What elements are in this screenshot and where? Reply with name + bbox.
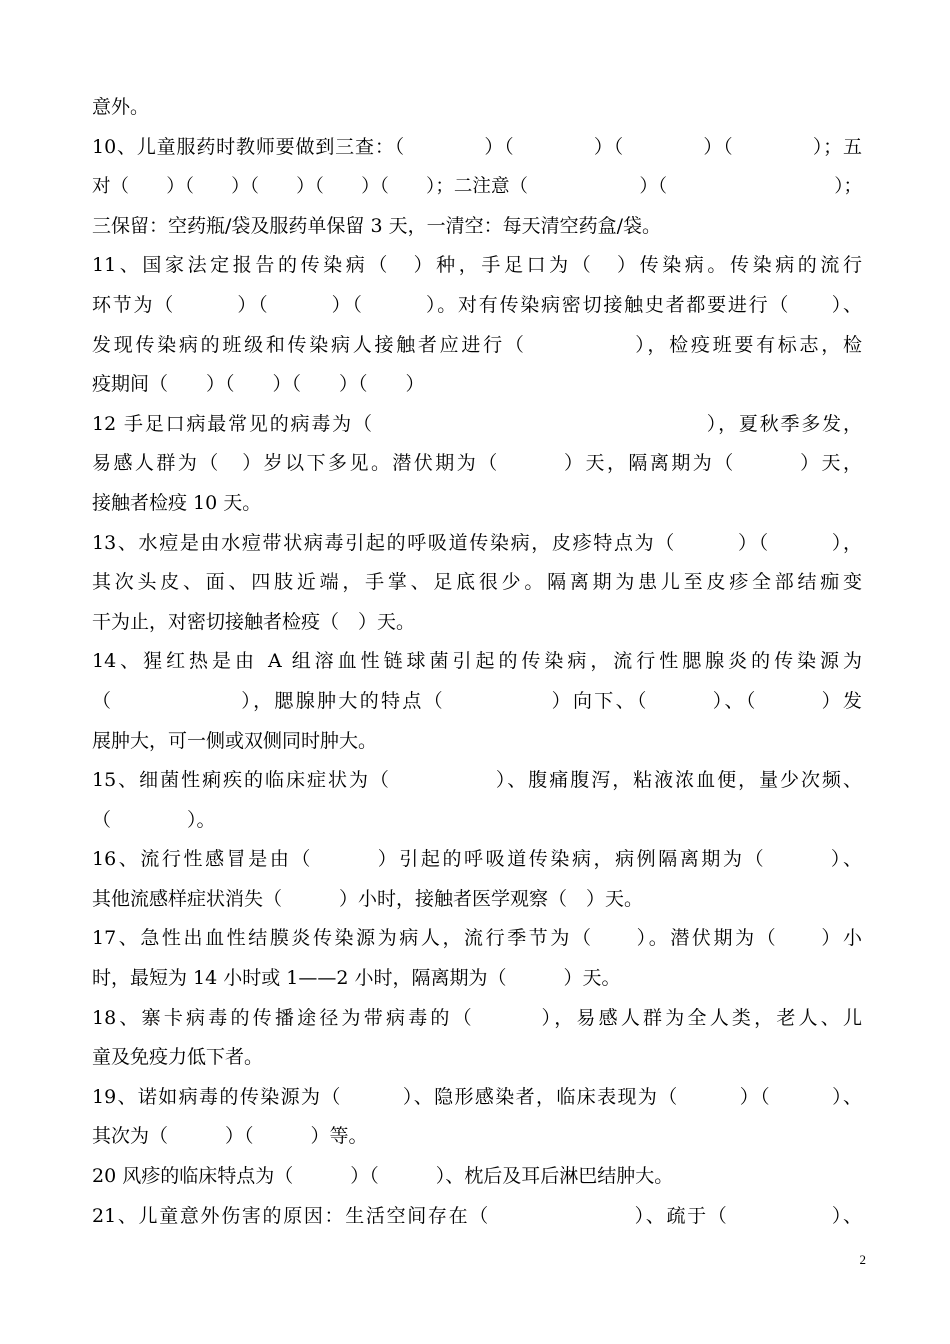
text-line: 接触者检疫 10 天。 — [92, 491, 262, 514]
text-line: 干为止，对密切接触者检疫（ ）天。 — [92, 610, 416, 633]
text-line: （ ），腮腺肿大的特点（ ）向下、（ ）、（ ）发 — [92, 689, 862, 712]
text-line: 17、急性出血性结膜炎传染源为病人，流行季节为（ ）。潜伏期为（ ）小 — [92, 927, 862, 950]
text-line: 15、细菌性痢疾的临床症状为（ ）、腹痛腹泻，粘液浓血便，量少次频、 — [92, 769, 862, 792]
text-line: 其次头皮、面、四肢近端，手掌、足底很少。隔离期为患儿至皮疹全部结痂变 — [92, 571, 862, 594]
page-number: 2 — [859, 1252, 866, 1267]
text-line: 时，最短为 14 小时或 1——2 小时，隔离期为（ ）天。 — [92, 967, 621, 990]
text-line: （ ）。 — [92, 808, 216, 831]
text-line: 其他流感样症状消失（ ）小时，接触者医学观察（ ）天。 — [92, 887, 644, 910]
text-line: 11、国家法定报告的传染病（ ）种，手足口为（ ）传染病。传染病的流行 — [92, 254, 862, 277]
text-line: 19、诺如病毒的传染源为（ ）、隐形感染者，临床表现为（ ）（ ）、 — [92, 1085, 862, 1108]
text-line: 展肿大，可一侧或双侧同时肿大。 — [92, 729, 378, 752]
text-line: 16、流行性感冒是由（ ）引起的呼吸道传染病，病例隔离期为（ ）、 — [92, 848, 862, 871]
text-line: 环节为（ ）（ ）（ ）。对有传染病密切接触史者都要进行（ ）、 — [92, 293, 862, 316]
text-line: 18、寨卡病毒的传播途径为带病毒的（ ），易感人群为全人类，老人、儿 — [92, 1006, 862, 1029]
text-line: 14、猩红热是由 A 组溶血性链球菌引起的传染病，流行性腮腺炎的传染源为 — [92, 650, 862, 673]
text-line: 13、水痘是由水痘带状病毒引起的呼吸道传染病，皮疹特点为（ ）（ ）， — [92, 531, 862, 554]
text-line: 对（ ）（ ）（ ）（ ）（ ）；二注意（ ）（ ）； — [92, 176, 862, 198]
text-line: 12 手足口病最常见的病毒为（ ），夏秋季多发， — [92, 412, 862, 435]
text-line: 发现传染病的班级和传染病人接触者应进行（ ），检疫班要有标志，检 — [92, 333, 862, 356]
text-line: 三保留：空药瓶/袋及服药单保留 3 天，一清空：每天清空药盒/袋。 — [92, 214, 661, 237]
text-line: 疫期间（ ）（ ）（ ）（ ） — [92, 373, 425, 396]
text-line: 20 风疹的临床特点为（ ）（ ）、枕后及耳后淋巴结肿大。 — [92, 1165, 674, 1188]
document-body — [92, 88, 862, 1236]
text-line: 童及免疫力低下者。 — [92, 1046, 264, 1069]
text-line: 易感人群为（ ）岁以下多见。潜伏期为（ ）天，隔离期为（ ）天， — [92, 452, 862, 475]
text-line: 其次为（ ）（ ）等。 — [92, 1125, 368, 1148]
text-line: 21、儿童意外伤害的原因：生活空间存在（ ）、疏于（ ）、 — [92, 1204, 862, 1227]
text-line: 10、儿童服药时教师要做到三查：（ ）（ ）（ ）（ ）；五 — [92, 135, 862, 158]
text-line: 意外。 — [92, 96, 150, 118]
